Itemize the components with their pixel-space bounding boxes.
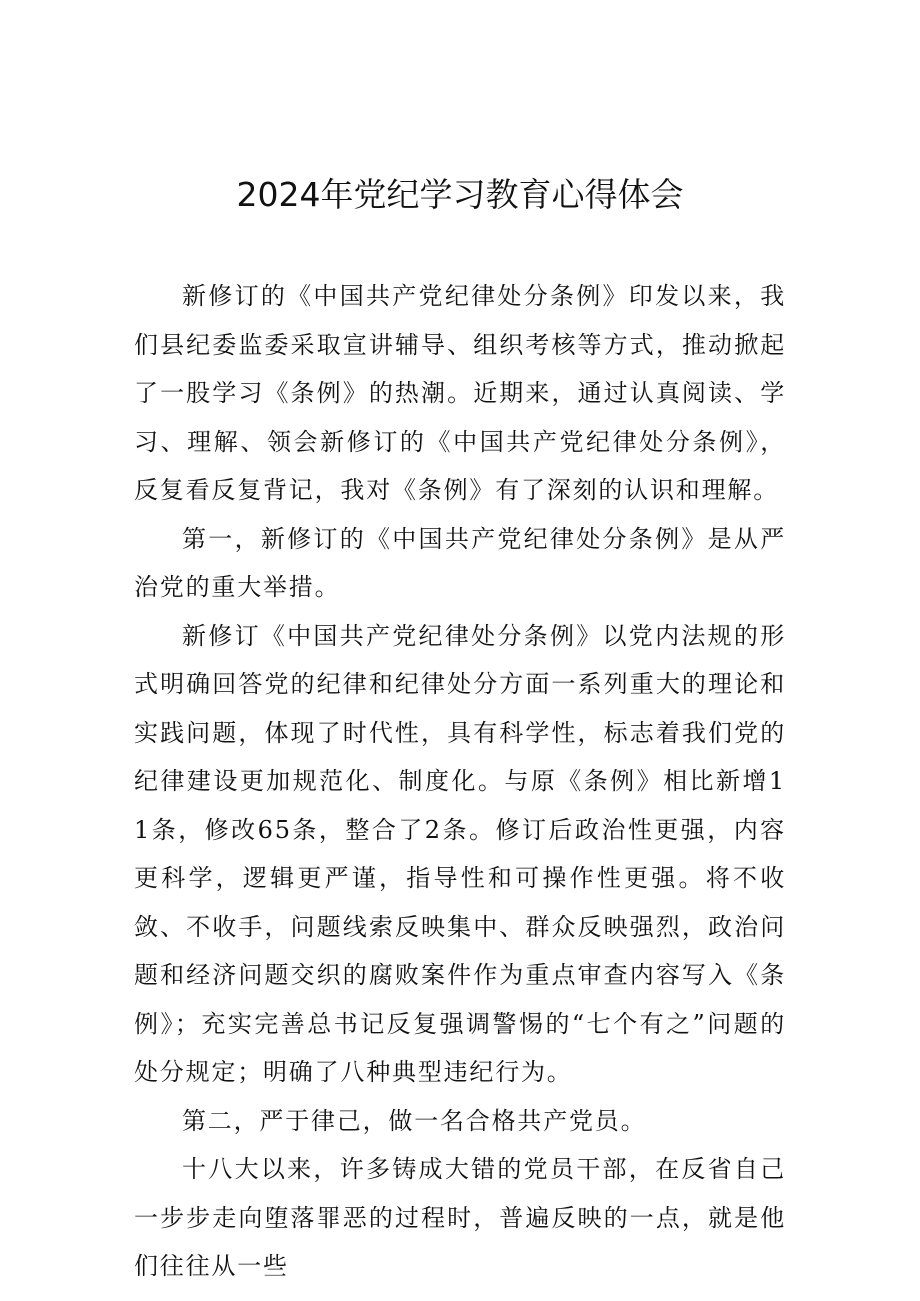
paragraph-point-one: 第一，新修订的《中国共产党纪律处分条例》是从严治党的重大举措。 xyxy=(134,524,786,601)
paragraph-intro: 新修订的《中国共产党纪律处分条例》印发以来，我们县纪委监委采取宣讲辅导、组织考核等方式，推动掀起了一股学习《条例》的热潮。近期来，通过认真阅读、学习、理解、领会新修订的《中国共产党纪律处分条例》，反复看反复背记，我对《条例》有了深刻的认识和理解。 xyxy=(134,282,786,504)
paragraph-point-one-detail: 新修订《中国共产党纪律处分条例》以党内法规的形式明确回答党的纪律和纪律处分方面一系列重大的理论和实践问题，体现了时代性，具有科学性，标志着我们党的纪律建设更加规范化、制度化。与原《条例》相比新增11条，修改65条，整合了2条。修订后政治性更强，内容更科学，逻辑更严谨，指导性和可操作性更强。将不收敛、不收手，问题线索反映集中、群众反映强烈，政治问题和经济问题交织的腐败案件作为重点审查内容写入《条例》；充实完善总书记反复强调警惕的“七个有之”问题的处分规定；明确了八种典型违纪行为。 xyxy=(134,621,786,1086)
document-body xyxy=(134,272,786,1291)
document-title: 2024年党纪学习教育心得体会 xyxy=(236,175,684,214)
paragraph-point-two-detail: 十八大以来，许多铸成大错的党员干部，在反省自己一步步走向堕落罪恶的过程时，普遍反映的一点，就是他们往往从一些 xyxy=(134,1155,786,1280)
paragraph-point-two: 第二，严于律己，做一名合格共产党员。 xyxy=(182,1106,647,1135)
